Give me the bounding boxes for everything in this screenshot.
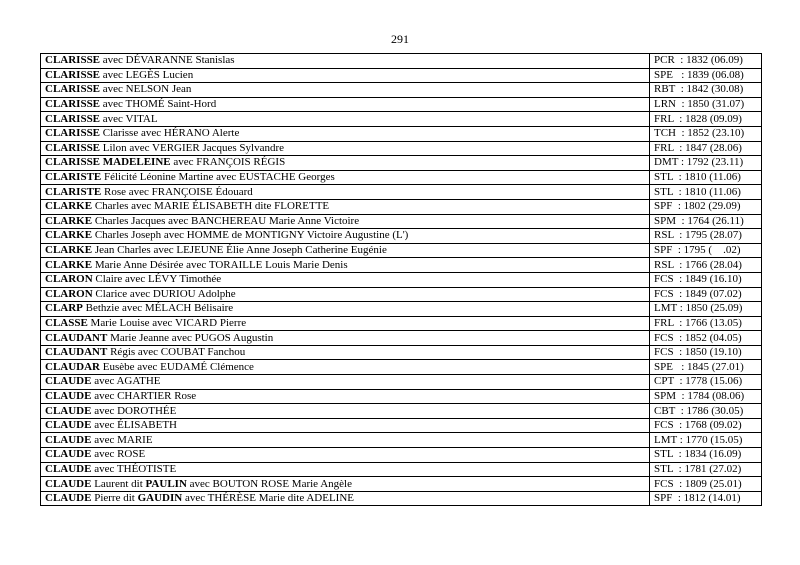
entry-text: Charles Joseph avec HOMME de MONTIGNY Victoire Augustine (L') (92, 229, 409, 242)
entry-text: Régis avec COUBAT Fanchou (107, 346, 246, 359)
table-row (41, 404, 762, 419)
surname-text: CLAUDE (45, 404, 92, 417)
entry-text: Charles Jacques avec BANCHEREAU Marie Anne Victoire (92, 214, 360, 227)
reference-cell (650, 185, 762, 200)
reference-cell (650, 491, 762, 506)
surname-text: CLAUDANT (45, 346, 108, 359)
reference-cell (650, 97, 762, 112)
surname-text: CLARP (45, 302, 83, 315)
surname-text: CLAUDE (45, 375, 92, 388)
spouses-cell (41, 229, 650, 244)
reference-cell (650, 141, 762, 156)
spouses-cell (41, 418, 650, 433)
spouses-cell (41, 360, 650, 375)
reference-text: SPF : 1795 ( .02) (654, 244, 741, 257)
reference-text: SPE : 1845 (27.01) (654, 360, 744, 373)
spouses-cell (41, 97, 650, 112)
table-row (41, 316, 762, 331)
table-row (41, 97, 762, 112)
table-body (41, 54, 762, 506)
spouses-cell (41, 243, 650, 258)
reference-cell (650, 389, 762, 404)
reference-text: STL : 1834 (16.09) (654, 448, 742, 461)
reference-text: CBT : 1786 (30.05) (654, 404, 744, 417)
reference-text: PCR : 1832 (06.09) (654, 54, 743, 67)
entry-text: avec AGATHE (91, 375, 161, 388)
surname-text: CLARKE (45, 214, 93, 227)
table-row (41, 54, 762, 69)
reference-cell (650, 272, 762, 287)
surname-text: CLAUDAR (45, 360, 100, 373)
reference-cell (650, 287, 762, 302)
table-row (41, 477, 762, 492)
surname-text: CLARISSE (45, 127, 101, 140)
spouses-cell (41, 345, 650, 360)
surname-text: CLARISSE (45, 54, 101, 67)
entry-text: Félicité Léonine Martine avec EUSTACHE Georges (101, 171, 335, 184)
table-row (41, 83, 762, 98)
surname-text: CLARON (45, 273, 93, 286)
reference-text: FCS : 1849 (07.02) (654, 287, 742, 300)
entry-text: Rose avec FRANÇOISE Édouard (101, 185, 253, 198)
reference-text: SPM : 1764 (26.11) (654, 214, 744, 227)
reference-text: FRL : 1828 (09.09) (654, 112, 742, 125)
reference-text: SPM : 1784 (08.06) (654, 389, 745, 402)
entry-text: Jean Charles avec LEJEUNE Élie Anne Joseph Catherine Eugénie (92, 244, 387, 257)
spouses-cell (41, 83, 650, 98)
reference-cell (650, 375, 762, 390)
entry-text: Charles avec MARIE ÉLISABETH dite FLORETTE (92, 200, 330, 213)
reference-text: LMT : 1770 (15.05) (654, 433, 743, 446)
spouses-cell (41, 126, 650, 141)
surname-text: CLAUDE (45, 462, 92, 475)
reference-text: LRN : 1850 (31.07) (654, 98, 745, 111)
reference-cell (650, 477, 762, 492)
spouses-cell (41, 156, 650, 171)
spouses-cell (41, 491, 650, 506)
table-row (41, 229, 762, 244)
entry-text: Lilon avec VERGIER Jacques Sylvandre (100, 141, 285, 154)
entry-text: Marie Louise avec VICARD Pierre (87, 316, 247, 329)
reference-cell (650, 302, 762, 317)
entry-text: avec THOMÉ Saint-Hord (100, 98, 217, 111)
spouses-cell (41, 272, 650, 287)
surname-text: CLAUDE (45, 419, 92, 432)
reference-text: FCS : 1852 (04.05) (654, 331, 742, 344)
spouses-cell (41, 404, 650, 419)
entry-text: avec DÉVARANNE Stanislas (100, 54, 235, 67)
reference-text: RSL : 1766 (28.04) (654, 258, 742, 271)
reference-text: STL : 1781 (27.02) (654, 462, 742, 475)
entry-text: Clarice avec DURIOU Adolphe (92, 287, 236, 300)
surname-text: CLARKE (45, 229, 93, 242)
entry-text: Marie Jeanne avec PUGOS Augustin (107, 331, 274, 344)
entry-text: Pierre dit (91, 492, 138, 505)
table-row (41, 287, 762, 302)
table-row (41, 360, 762, 375)
spouses-cell (41, 54, 650, 69)
table-row (41, 448, 762, 463)
surname-text: CLARISSE (45, 98, 101, 111)
table-row (41, 345, 762, 360)
table-row (41, 68, 762, 83)
surname-text: CLARKE (45, 258, 93, 271)
table-row (41, 331, 762, 346)
spouses-cell (41, 141, 650, 156)
surname-text: CLAUDE (45, 389, 92, 402)
marriage-index-table (40, 53, 762, 506)
entry-text: Claire avec LÉVY Timothée (92, 273, 222, 286)
reference-text: CPT : 1778 (15.06) (654, 375, 743, 388)
reference-cell (650, 156, 762, 171)
spouses-cell (41, 258, 650, 273)
spouses-cell (41, 477, 650, 492)
table-row (41, 170, 762, 185)
reference-cell (650, 54, 762, 69)
surname-text: CLARISSE (45, 141, 101, 154)
spouses-cell (41, 389, 650, 404)
entry-text: Marie Anne Désirée avec TORAILLE Louis Marie Denis (92, 258, 348, 271)
reference-cell (650, 229, 762, 244)
spouses-cell (41, 185, 650, 200)
reference-cell (650, 170, 762, 185)
reference-text: FCS : 1809 (25.01) (654, 477, 742, 490)
reference-text: SPF : 1802 (29.09) (654, 200, 741, 213)
surname-text: CLAUDANT (45, 331, 108, 344)
reference-text: FCS : 1849 (16.10) (654, 273, 742, 286)
reference-cell (650, 243, 762, 258)
reference-cell (650, 316, 762, 331)
reference-cell (650, 360, 762, 375)
reference-cell (650, 83, 762, 98)
spouses-cell (41, 170, 650, 185)
reference-cell (650, 199, 762, 214)
spouses-cell (41, 375, 650, 390)
entry-text: avec ROSE (91, 448, 146, 461)
table-row (41, 199, 762, 214)
reference-cell (650, 331, 762, 346)
surname-text: CLARISSE (45, 68, 101, 81)
table-row (41, 302, 762, 317)
reference-cell (650, 345, 762, 360)
table-row (41, 433, 762, 448)
reference-text: STL : 1810 (11.06) (654, 171, 741, 184)
surname-text: CLAUDE (45, 433, 92, 446)
entry-text: avec LEGÈS Lucien (100, 68, 194, 81)
surname-text: PAULIN (145, 477, 187, 490)
reference-cell (650, 112, 762, 127)
entry-text: avec VITAL (100, 112, 158, 125)
reference-cell (650, 258, 762, 273)
surname-text: CLARISTE (45, 171, 102, 184)
table-row (41, 126, 762, 141)
reference-text: SPE : 1839 (06.08) (654, 68, 744, 81)
entry-text: avec THÉRÈSE Marie dite ADELINE (182, 492, 354, 505)
table-row (41, 185, 762, 200)
reference-cell (650, 448, 762, 463)
spouses-cell (41, 302, 650, 317)
reference-text: SPF : 1812 (14.01) (654, 492, 741, 505)
spouses-cell (41, 214, 650, 229)
entry-text: avec BOUTON ROSE Marie Angèle (186, 477, 352, 490)
reference-text: FCS : 1850 (19.10) (654, 346, 742, 359)
spouses-cell (41, 331, 650, 346)
reference-text: RBT : 1842 (30.08) (654, 83, 744, 96)
spouses-cell (41, 112, 650, 127)
table-row (41, 112, 762, 127)
reference-text: FRL : 1766 (13.05) (654, 316, 742, 329)
spouses-cell (41, 68, 650, 83)
reference-cell (650, 462, 762, 477)
spouses-cell (41, 316, 650, 331)
entry-text: avec NELSON Jean (100, 83, 192, 96)
reference-text: TCH : 1852 (23.10) (654, 127, 745, 140)
reference-cell (650, 214, 762, 229)
surname-text: CLAUDE (45, 477, 92, 490)
reference-text: STL : 1810 (11.06) (654, 185, 741, 198)
table-row (41, 141, 762, 156)
surname-text: CLARKE (45, 244, 93, 257)
surname-text: CLARISTE (45, 185, 102, 198)
surname-text: CLARKE (45, 200, 93, 213)
spouses-cell (41, 462, 650, 477)
table-row (41, 491, 762, 506)
spouses-cell (41, 287, 650, 302)
entry-text: Laurent dit (91, 477, 146, 490)
table-row (41, 272, 762, 287)
reference-text: FRL : 1847 (28.06) (654, 141, 742, 154)
reference-cell (650, 433, 762, 448)
surname-text: CLARISSE (45, 83, 101, 96)
reference-text: FCS : 1768 (09.02) (654, 419, 742, 432)
reference-cell (650, 418, 762, 433)
surname-text: CLASSE (45, 316, 88, 329)
entry-text: avec MARIE (91, 433, 153, 446)
entry-text: avec DOROTHÉE (91, 404, 177, 417)
reference-text: LMT : 1850 (25.09) (654, 302, 743, 315)
table-row (41, 375, 762, 390)
entry-text: Bethzie avec MÉLACH Bélisaire (82, 302, 234, 315)
table-row (41, 156, 762, 171)
surname-text: CLAUDE (45, 492, 92, 505)
entry-text: avec CHARTIER Rose (91, 389, 197, 402)
table-row (41, 462, 762, 477)
surname-text: CLARISSE MADELEINE (45, 156, 171, 169)
table-row (41, 389, 762, 404)
surname-text: CLAUDE (45, 448, 92, 461)
reference-cell (650, 68, 762, 83)
page-number: 291 (391, 32, 409, 46)
reference-cell (650, 404, 762, 419)
table-row (41, 243, 762, 258)
reference-cell (650, 126, 762, 141)
reference-text: RSL : 1795 (28.07) (654, 229, 742, 242)
spouses-cell (41, 448, 650, 463)
table-row (41, 214, 762, 229)
entry-text: avec THÉOTISTE (91, 462, 177, 475)
surname-text: CLARISSE (45, 112, 101, 125)
surname-text: CLARON (45, 287, 93, 300)
table-row (41, 258, 762, 273)
reference-text: DMT : 1792 (23.11) (654, 156, 744, 169)
surname-text: GAUDIN (137, 492, 183, 505)
spouses-cell (41, 433, 650, 448)
table-row (41, 418, 762, 433)
entry-text: avec ÉLISABETH (91, 419, 177, 432)
entry-text: avec FRANÇOIS RÉGIS (170, 156, 286, 169)
entry-text: Eusèbe avec EUDAMÉ Clémence (100, 360, 254, 373)
spouses-cell (41, 199, 650, 214)
entry-text: Clarisse avec HÉRANO Alerte (100, 127, 240, 140)
